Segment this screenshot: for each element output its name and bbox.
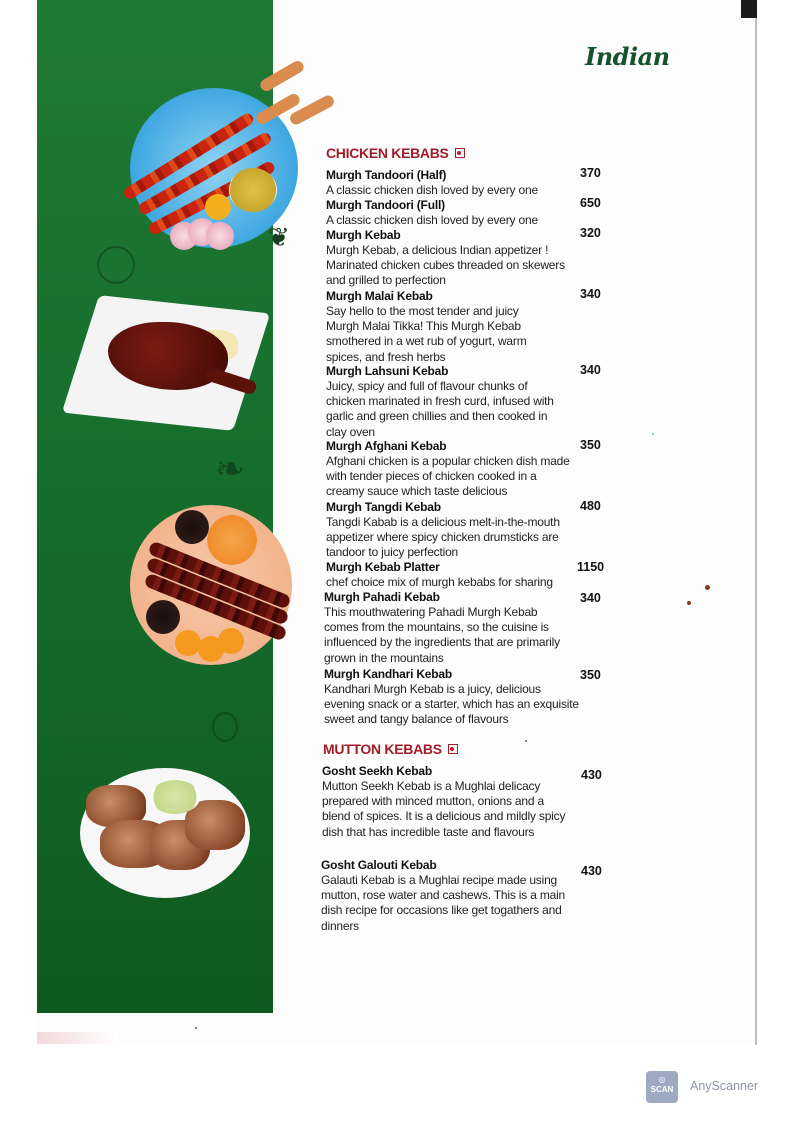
item-description: Kandhari Murgh Kebab is a juicy, delicious evening snack or a starter, which has an exquisite sweet and tangy balance of flavours [324,682,579,727]
item-name: Gosht Galouti Kebab [321,858,437,872]
menu-item [326,500,561,561]
menu-item [321,858,586,934]
menu-item [326,364,554,440]
item-name: Murgh Afghani Kebab [326,439,447,453]
item-price: 480 [580,499,601,513]
non-veg-icon [448,744,458,754]
item-price: 430 [581,864,602,878]
herb-sprig-icon: ❧ [215,448,246,489]
page-edge [755,0,757,1045]
scan-speck [705,585,710,590]
cuisine-title: Indian [585,42,670,71]
item-name: Murgh Tandoori (Full) [326,198,445,212]
item-name: Murgh Lahsuni Kebab [326,364,449,378]
item-price: 340 [580,287,601,301]
item-price: 370 [580,166,601,180]
non-veg-icon [455,148,465,158]
menu-item [324,590,574,666]
menu-item [324,667,584,728]
item-description: A classic chicken dish loved by every one [326,213,538,227]
section-title-text: MUTTON KEBABS [323,741,442,757]
item-name: Murgh Kebab [326,228,401,242]
section-title-mutton-kebabs [323,741,458,757]
scanner-logo-icon: ◎ SCAN [646,1071,678,1103]
item-name: Gosht Seekh Kebab [322,764,432,778]
menu-item [326,289,548,365]
menu-item [326,228,571,289]
onion-slice [206,222,234,250]
scanner-app-name: AnyScanner [690,1079,759,1093]
item-price: 320 [580,226,601,240]
menu-item [326,560,586,590]
item-description: This mouthwatering Pahadi Murgh Kebab comes from the mountains, so the cuisine is influenced by the ingredients that are primarily grown in the mountains [324,605,560,665]
item-price: 340 [580,363,601,377]
orange-dip-bowl [207,515,257,565]
item-name: Murgh Pahadi Kebab [324,590,440,604]
item-price: 1150 [577,560,605,574]
scan-speck [525,740,527,742]
item-description: Galauti Kebab is a Mughlai recipe made using mutton, rose water and cashews. This is a main dish recipe for occasions like get togathers and dinners [321,873,566,933]
lemon [205,194,231,220]
item-description: Tangdi Kabab is a delicious melt-in-the-mouth appetizer where spicy chicken drumsticks are tandoor to juicy perfection [326,515,560,560]
dip-bowl [229,168,277,212]
menu-item [326,439,571,500]
orange-slice [218,628,244,654]
doodle-icon [212,712,238,742]
scan-speck [652,433,654,435]
item-name: Murgh Kandhari Kebab [324,667,453,681]
mint-dip-bowl [150,780,200,814]
section-title-text: CHICKEN KEBABS [326,145,449,161]
item-price: 430 [581,768,602,782]
scan-speck [687,601,691,605]
orange-slice [175,630,201,656]
item-price: 340 [580,591,601,605]
item-description: chef choice mix of murgh kebabs for sharing [326,575,553,589]
item-description: Juicy, spicy and full of flavour chunks of chicken marinated in fresh curd, infused with garlic and green chillies and then cooked in clay oven [326,379,554,439]
item-description: Mutton Seekh Kebab is a Mughlai delicacy prepared with minced mutton, onions and a blend of spices. It is a delicious and mildly spicy dish that has incredible taste and flavours [322,779,566,839]
dark-chutney-bowl [146,600,180,634]
scan-speck [195,1027,197,1029]
item-name: Murgh Tandoori (Half) [326,168,447,182]
scan-corner [741,0,757,18]
doodle-circle-icon [97,246,135,284]
item-price: 350 [580,438,601,452]
scanner-badge-text: SCAN [650,1085,674,1094]
item-name: Murgh Tangdi Kebab [326,500,441,514]
item-name: Murgh Kebab Platter [326,560,440,574]
item-price: 650 [580,196,601,210]
section-title-chicken-kebabs [326,145,465,161]
item-description: Murgh Kebab, a delicious Indian appetizer ! Marinated chicken cubes threaded on skewers and grilled to perfection [326,243,565,288]
item-description: A classic chicken dish loved by every one [326,183,538,197]
menu-item [326,198,616,228]
item-description: Say hello to the most tender and juicy Murgh Malai Tikka! This Murgh Kebab smothered in a wet rub of yogurt, warm spices, and fresh herbs [326,304,527,364]
item-description: Afghani chicken is a popular chicken dish made with tender pieces of chicken cooked in a creamy sauce which taste delicious [326,454,570,499]
menu-item [322,764,572,840]
dark-chutney-bowl [175,510,209,544]
item-name: Murgh Malai Kebab [326,289,433,303]
coriander-leaf-icon: ❦ [268,222,290,252]
item-price: 350 [580,668,601,682]
menu-item [326,168,616,198]
scan-smudge [37,1032,117,1044]
